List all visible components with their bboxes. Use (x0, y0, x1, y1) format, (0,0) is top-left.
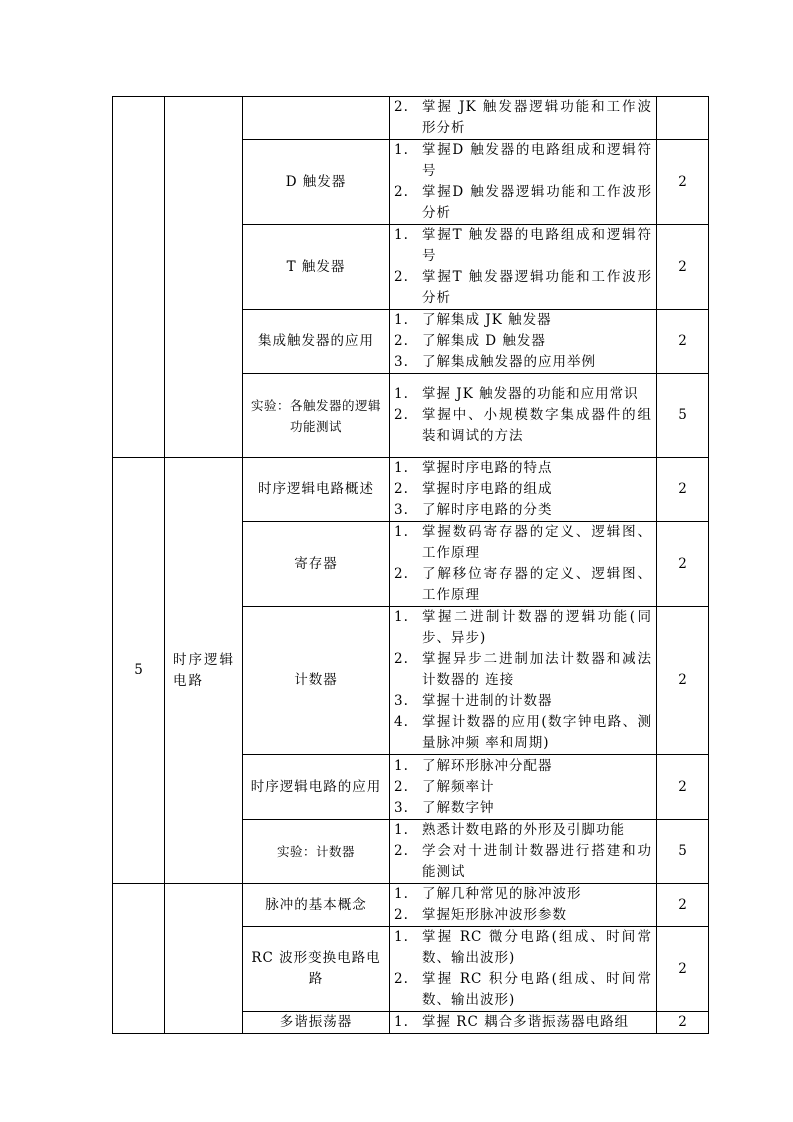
hours-cell: 2 (657, 225, 709, 310)
hours-cell: 2 (657, 884, 709, 927)
requirements-cell (390, 225, 657, 310)
hours-cell (657, 97, 709, 140)
requirement-item: 2. 掌握时序电路的组成 (394, 481, 553, 497)
requirement-item: 2. 掌握矩形脉冲波形参数 (394, 907, 567, 923)
hours-cell: 2 (657, 927, 709, 1012)
requirement-item: 3. 了解时序电路的分类 (394, 502, 553, 518)
topic-cell: 时序逻辑电路的应用 (243, 755, 390, 820)
requirements-cell (390, 755, 657, 820)
requirement-item: 1. 掌握 RC 耦合多谐振荡器电路组 (394, 1014, 630, 1030)
requirement-item: 2. 学会对十进制计数器进行搭建和功能测试 (394, 843, 652, 880)
hours-cell: 2 (657, 1012, 709, 1034)
requirements-cell (390, 458, 657, 522)
requirement-item: 4. 掌握计数器的应用(数字钟电路、测量脉冲频 率和周期) (394, 714, 652, 751)
requirement-item: 2. 了解频率计 (394, 778, 495, 795)
hours-cell: 5 (657, 374, 709, 458)
requirement-item: 2. 掌握 JK 触发器逻辑功能和工作波形分析 (394, 99, 652, 136)
requirement-item: 3. 了解数字钟 (394, 799, 495, 816)
requirement-item: 3. 了解集成触发器的应用举例 (394, 354, 596, 370)
requirement-item: 1. 掌握 JK 触发器的功能和应用常识 (394, 386, 639, 402)
hours-cell: 2 (657, 755, 709, 820)
chapter-number-cell (113, 884, 165, 1034)
table-row (113, 458, 709, 522)
requirements-cell (390, 607, 657, 755)
table-row (113, 884, 709, 927)
topic-cell: RC 波形变换电路电路 (243, 927, 390, 1012)
requirement-item: 2. 掌握异步二进制加法计数器和减法计数器的 连接 (394, 651, 652, 688)
hours-cell: 2 (657, 310, 709, 374)
requirement-item: 1. 掌握时序电路的特点 (394, 460, 553, 476)
topic-cell: 集成触发器的应用 (243, 310, 390, 374)
chapter-number-cell (113, 97, 165, 458)
requirement-item: 2. 掌握中、小规模数字集成器件的组装和调试的方法 (394, 407, 652, 444)
requirement-item: 1. 掌握T 触发器的电路组成和逻辑符号 (394, 227, 652, 264)
requirement-item: 1. 掌握二进制计数器的逻辑功能(同步、异步) (394, 609, 652, 646)
requirement-item: 3. 掌握十进制的计数器 (394, 693, 553, 709)
requirement-item: 1. 熟悉计数电路的外形及引脚功能 (394, 822, 625, 838)
hours-cell: 2 (657, 522, 709, 607)
topic-cell: D 触发器 (243, 140, 390, 225)
requirement-item: 1. 了解环形脉冲分配器 (394, 757, 553, 774)
topic-cell: 寄存器 (243, 522, 390, 607)
hours-cell: 2 (657, 458, 709, 522)
requirements-cell (390, 820, 657, 884)
requirement-item: 1. 掌握 RC 微分电路(组成、时间常数、输出波形) (394, 929, 652, 966)
requirements-cell (390, 884, 657, 927)
requirement-item: 1. 了解几种常见的脉冲波形 (394, 886, 582, 902)
topic-cell: 时序逻辑电路概述 (243, 458, 390, 522)
chapter-number-cell: 5 (113, 458, 165, 884)
hours-cell: 2 (657, 140, 709, 225)
requirements-cell (390, 522, 657, 607)
requirements-cell (390, 140, 657, 225)
topic-cell: 多谐振荡器 (243, 1012, 390, 1034)
requirement-item: 2. 掌握 RC 积分电路(组成、时间常数、输出波形) (394, 971, 652, 1008)
topic-cell: 计数器 (243, 607, 390, 755)
requirement-item: 2. 掌握T 触发器逻辑功能和工作波形分析 (394, 269, 652, 306)
topic-cell: 脉冲的基本概念 (243, 884, 390, 927)
hours-cell: 2 (657, 607, 709, 755)
chapter-title-cell: 时序逻辑电路 (165, 458, 243, 884)
topic-cell: T 触发器 (243, 225, 390, 310)
topic-cell: 实验：各触发器的逻辑功能测试 (243, 374, 390, 458)
requirement-item: 1. 掌握D 触发器的电路组成和逻辑符号 (394, 142, 652, 179)
hours-cell: 5 (657, 820, 709, 884)
requirement-item: 2. 掌握D 触发器逻辑功能和工作波形分析 (394, 184, 652, 221)
syllabus-table (112, 96, 709, 1034)
requirements-cell (390, 97, 657, 140)
requirements-cell (390, 927, 657, 1012)
topic-cell (243, 97, 390, 140)
table-row (113, 97, 709, 140)
requirement-item: 1. 掌握数码寄存器的定义、逻辑图、工作原理 (394, 524, 652, 561)
requirement-item: 1. 了解集成 JK 触发器 (394, 312, 552, 328)
requirements-cell (390, 1012, 657, 1034)
requirement-item: 2. 了解集成 D 触发器 (394, 333, 546, 349)
requirement-item: 2. 了解移位寄存器的定义、逻辑图、工作原理 (394, 566, 652, 603)
requirements-cell (390, 310, 657, 374)
chapter-title-cell (165, 97, 243, 458)
requirements-cell (390, 374, 657, 458)
chapter-title-cell (165, 884, 243, 1034)
topic-cell: 实验：计数器 (243, 820, 390, 884)
